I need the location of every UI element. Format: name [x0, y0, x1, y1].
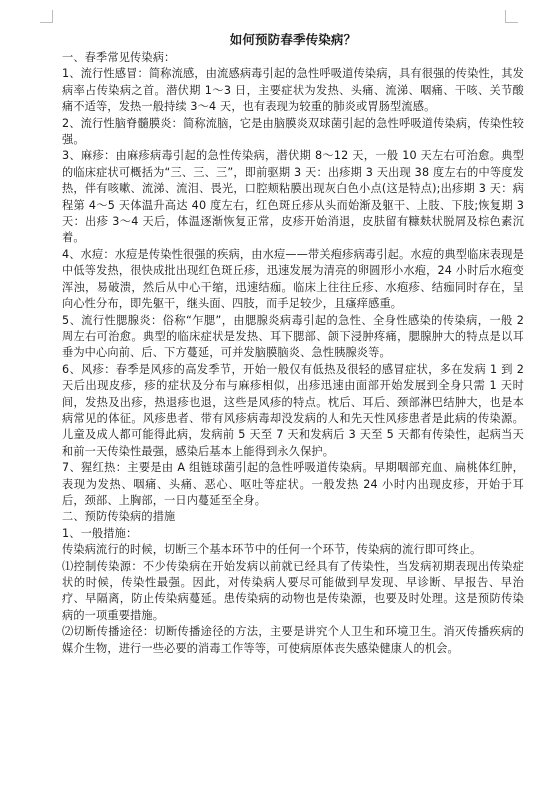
subsection-heading-general-measures: 1、一般措施：	[62, 526, 138, 540]
document-title: 如何预防春季传染病？	[229, 32, 357, 47]
paragraph-scarlet-fever: 7、猩红热：主要是由 A 组链球菌引起的急性呼吸道传染病。早期咽部充血、扁桃体红肿，表现为发热、咽痛、头痛、恶心、呕吐等症状。一般发热 24 小时内出现皮疹，开始于耳后，颈部、上胸部，一日内蔓延至全身。	[62, 461, 524, 507]
paragraph-rubella: 6、风疹：春季是风疹的高发季节，开始一般仅有低热及很轻的感冒症状，多在发病 1 到 2 天后出现皮疹，疹的症状及分布与麻疹相似，出疹迅速由面部开始发展到全身只需 1 天时间，发热及出疹，热退疹也退，这些是风疹的特点。枕后、耳后、颈部淋巴结肿大，也是本病常见的体征。风疹患者、带有风疹病毒却没发病的人和先天性风疹患者是此病的传染源。儿童及成人都可能得此病，发病前 5 天至 7 天和发病后 3 天至 5 天都有传染性，起病当天和前一天传染性最强，感染后基本上能得到永久保护。	[62, 362, 524, 458]
paragraph-transmission-links: 传染病流行的时候，切断三个基本环节中的任何一个环节，传染病的流行即可终止。	[62, 543, 482, 557]
page-corner-mark	[40, 10, 53, 23]
document-body	[62, 31, 524, 657]
section-heading-common-diseases: 一、春季常见传染病：	[62, 51, 176, 64]
paragraph-meningitis: 2、流行性脑脊髓膜炎：简称流脑，它是由脑膜炎双球菌引起的急性呼吸道传染病，传染性较强。	[62, 116, 524, 147]
paragraph-measles: 3、麻疹：由麻疹病毒引起的急性传染病，潜伏期 8～12 天，一般 10 天左右可治愈。典型的临床症状可概括为“三、三、三”，即前驱期 3 天：出疹期 3 天出现 38 度左右的中等度发热，伴有咳嗽、流涕、流泪、畏光，口腔颊粘膜出现灰白色小点(这是特点);出疹期 3 天：病程第 4～5 天体温升高达 40 度左右，红色斑丘疹从头而始渐及躯干、上肢、下肢;恢复期 3 天：出疹 3～4 天后，体温逐渐恢复正常，皮疹开始消退，皮肤留有糠麸状脱屑及棕色素沉着。	[62, 149, 524, 245]
section-heading-prevention: 二、预防传染病的措施	[62, 510, 176, 524]
paragraph-mumps: 5、流行性腮腺炎：俗称“乍腮”，由腮腺炎病毒引起的急性、全身性感染的传染病，一般 2 周左右可治愈。典型的临床症状是发热、耳下腮部、颌下浸肿疼痛，腮腺肿大的特点是以耳垂为中心向前、后、下方蔓延，可并发脑膜脑炎、急性胰腺炎等。	[62, 313, 524, 360]
paragraph-chickenpox: 4、水痘：水痘是传染性很强的疾病，由水痘——带关疱疹病毒引起。水痘的典型临床表现是中低等发热，很快成批出现红色斑丘疹，迅速发展为清亮的卵圆形小水疱，24 小时后水疱变浑浊，易破溃，然后从中心干缩，迅速结痂。临床上往往丘疹、水疱疹、结痂同时存在，呈向心性分布，即先躯干，继头面、四肢，而手足较少，且瘙痒感重。	[62, 247, 524, 311]
paragraph-influenza: 1、流行性感冒：简称流感，由流感病毒引起的急性呼吸道传染病，具有很强的传染性，其发病率占传染病之首。潜伏期 1～3 日，主要症状为发热、头痛、流涕、咽痛、干咳、关节酸痛不适等，发热一般持续 3～4 天，也有表现为较重的肺炎或胃肠型流感。	[62, 67, 524, 114]
page-corner-mark	[505, 10, 518, 23]
paragraph-cut-transmission: ⑵切断传播途径：切断传播途径的方法，主要是讲究个人卫生和环境卫生。消灭传播疾病的媒介生物，进行一些必要的消毒工作等等，可使病原体丧失感染健康人的机会。	[62, 625, 524, 655]
paragraph-control-source: ⑴控制传染源：不少传染病在开始发病以前就已经具有了传染性，当发病初期表现出传染症状的时候，传染性最强。因此，对传染病人要尽可能做到早发现、早诊断、早报告、早治疗、早隔离，防止传染病蔓延。患传染病的动物也是传染源，也要及时处理。这是预防传染病的一项重要措施。	[62, 559, 524, 622]
